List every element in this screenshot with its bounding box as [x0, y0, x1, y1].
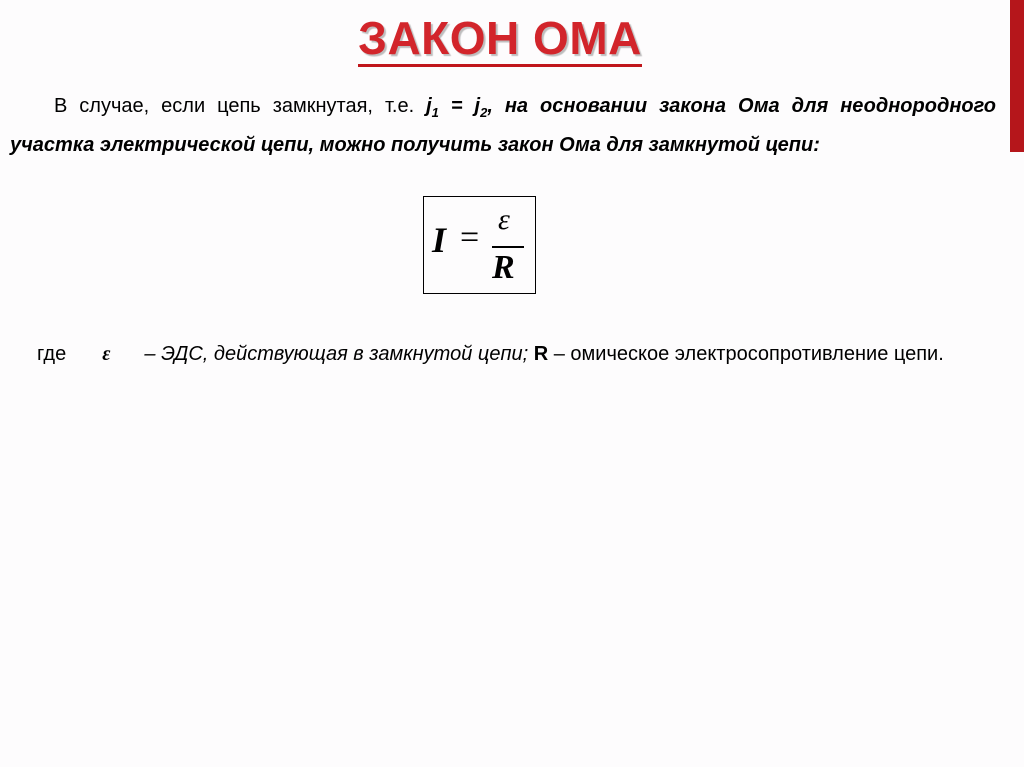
slide-title-text: ЗАКОН ОМА — [358, 12, 642, 67]
formula-current: I — [432, 220, 447, 260]
explanation-paragraph — [37, 339, 995, 370]
equals-sign: = — [438, 95, 475, 117]
intro-paragraph — [10, 90, 996, 161]
slide-title — [0, 8, 1000, 68]
fraction-bar — [492, 246, 524, 248]
resistance-symbol: R — [533, 343, 549, 365]
formula-equals: = — [460, 219, 480, 256]
accent-bar — [1010, 0, 1024, 152]
current-density-symbol-1: j — [426, 95, 432, 117]
emf-symbol: ε — [102, 343, 111, 365]
where-word: где — [37, 343, 67, 365]
resistance-description: – омическое электросопротивление цепи. — [553, 343, 944, 365]
current-density-symbol-2: j — [474, 95, 481, 117]
formula-numerator-emf: ε — [498, 203, 510, 236]
subscript-2: 2 — [480, 105, 488, 120]
formula-denominator-resistance: R — [492, 249, 515, 286]
subscript-1: 1 — [431, 105, 439, 120]
intro-text-1: В случае, если цепь замкнутая, т.е. — [54, 95, 415, 117]
emf-description: – ЭДС, действующая в замкнутой цепи; — [144, 343, 529, 365]
ohm-law-formula — [423, 196, 536, 294]
intro-text-2: , на основании закона Ома для неоднородного участка электрической цепи, можно получить закон Ома для замкнутой цепи: — [10, 95, 997, 156]
